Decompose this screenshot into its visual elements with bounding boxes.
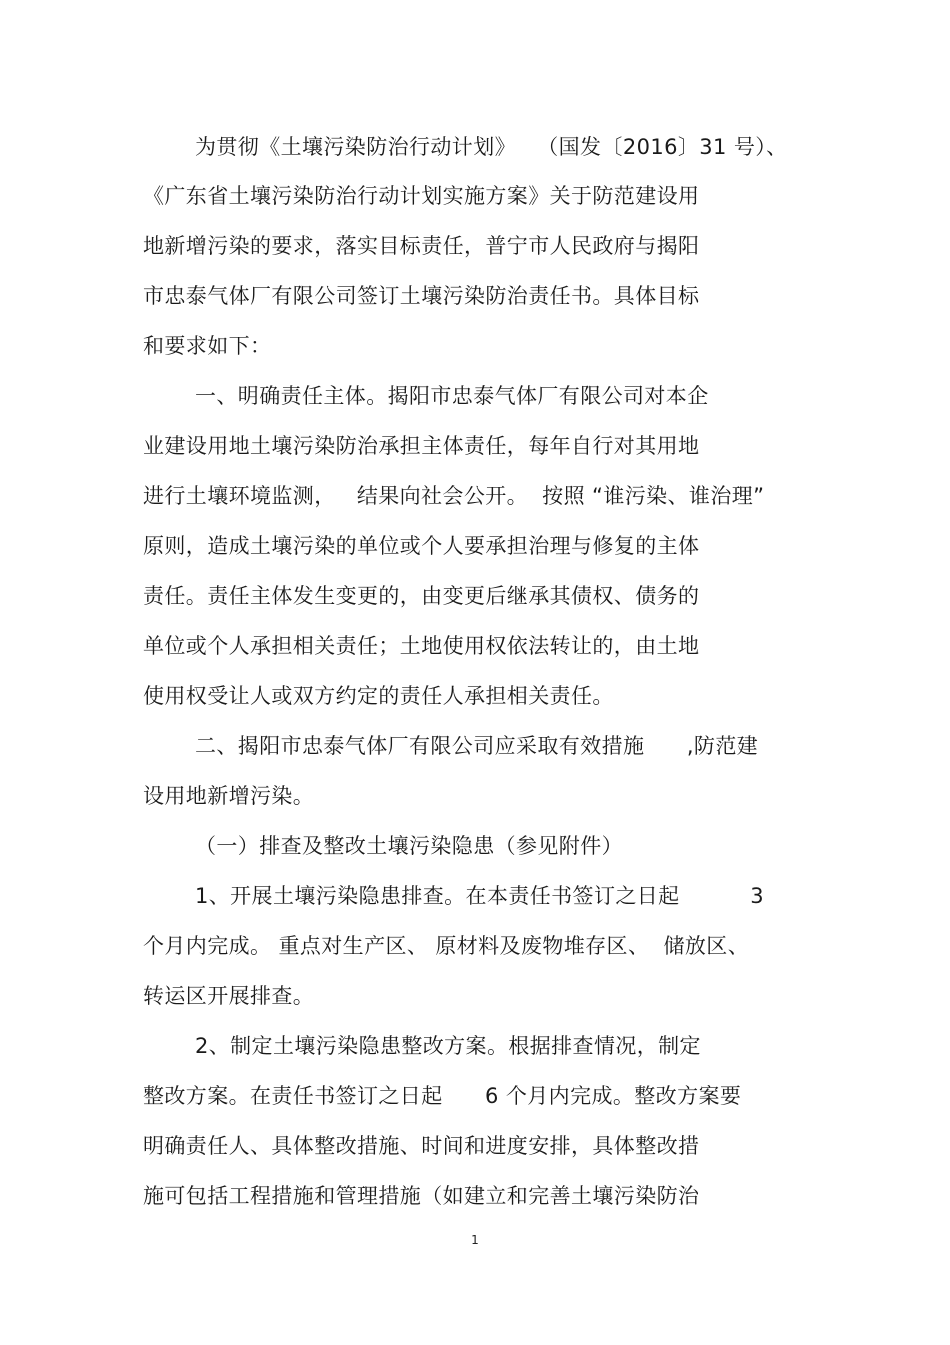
page-number: 1 — [471, 1233, 479, 1247]
section-two-line-2: 设用地新增污染。 — [143, 784, 315, 808]
item-two-line-4: 施可包括工程措施和管理措施（如建立和完善土壤污染防治 — [143, 1184, 700, 1208]
paragraph-intro-line-1: 为贯彻《土壤污染防治行动计划》 （国发〔2016〕31 号）、 — [195, 135, 788, 159]
section-one-line-6: 单位或个人承担相关责任；土地使用权依法转让的，由土地 — [143, 634, 700, 658]
paragraph-intro-line-4: 市忠泰气体厂有限公司签订土壤污染防治责任书。具体目标 — [143, 284, 700, 308]
section-one-line-4: 原则，造成土壤污染的单位或个人要承担治理与修复的主体 — [143, 534, 700, 558]
paragraph-intro-line-3: 地新增污染的要求，落实目标责任，普宁市人民政府与揭阳 — [143, 234, 700, 258]
section-one-line-3: 进行土壤环境监测， 结果向社会公开。 按照 “谁污染、谁治理” — [143, 484, 765, 508]
item-one-line-2: 个月内完成。 重点对生产区、 原材料及废物堆存区、 储放区、 — [143, 934, 750, 958]
section-one-line-2: 业建设用地土壤污染防治承担主体责任，每年自行对其用地 — [143, 434, 700, 458]
subsection-heading: （一）排查及整改土壤污染隐患（参见附件） — [195, 834, 623, 858]
item-one-line-3: 转运区开展排查。 — [143, 984, 315, 1008]
paragraph-intro-line-5: 和要求如下： — [143, 334, 272, 358]
item-two-line-2: 整改方案。在责任书签订之日起 6 个月内完成。整改方案要 — [143, 1084, 742, 1108]
paragraph-intro-line-2: 《广东省土壤污染防治行动计划实施方案》关于防范建设用 — [143, 184, 700, 208]
item-two-line-1: 2、制定土壤污染隐患整改方案。根据排查情况，制定 — [195, 1034, 701, 1058]
item-two-line-3: 明确责任人、具体整改措施、时间和进度安排，具体整改措 — [143, 1134, 700, 1158]
section-one-line-7: 使用权受让人或双方约定的责任人承担相关责任。 — [143, 684, 614, 708]
section-one-line-1: 一、明确责任主体。揭阳市忠泰气体厂有限公司对本企 — [195, 384, 709, 408]
item-one-line-1: 1、开展土壤污染隐患排查。在本责任书签订之日起 3 — [195, 884, 765, 908]
section-one-line-5: 责任。责任主体发生变更的，由变更后继承其债权、债务的 — [143, 584, 700, 608]
section-two-line-1: 二、揭阳市忠泰气体厂有限公司应采取有效措施 ,防范建 — [195, 734, 759, 758]
